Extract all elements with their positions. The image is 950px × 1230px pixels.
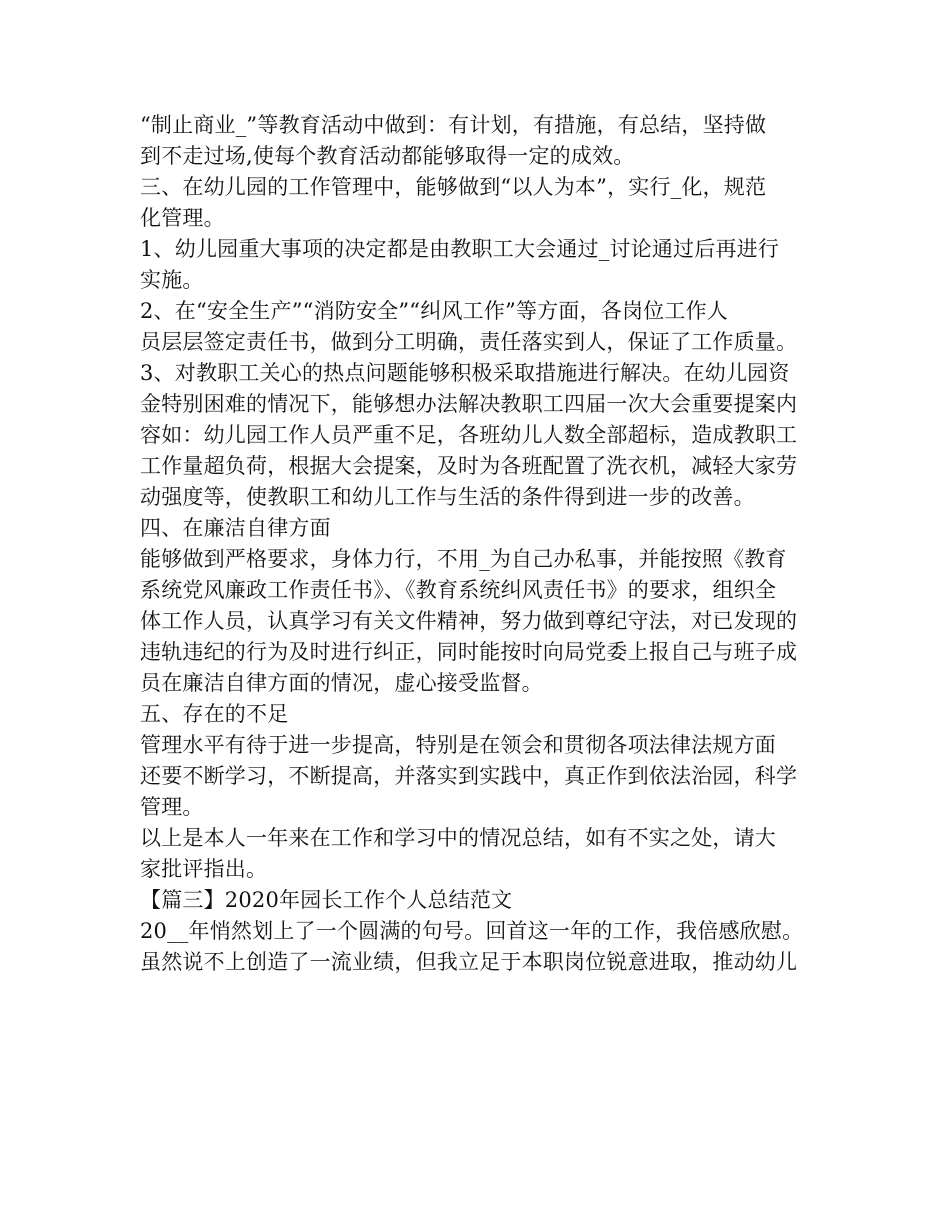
text-line: 还要不断学习，不断提高，并落实到实践中，真正作到依法治园，科学 [140,764,798,788]
text-line: 体工作人员，认真学习有关文件精神，努力做到尊纪守法，对已发现的 [140,609,798,633]
text-line: 家批评指出。 [140,857,268,881]
text-line: 到不走过场,使每个教育活动都能够取得一定的成效。 [140,144,635,168]
text-line: 管理。 [140,795,204,819]
text-line: 员在廉洁自律方面的情况，虚心接受监督。 [140,671,543,695]
text-line: “制止商业_”等教育活动中做到：有计划，有措施，有总结，坚持做 [140,113,767,137]
text-line: 20__年悄然划上了一个圆满的句号。回首这一年的工作，我倍感欣慰。 [140,919,804,943]
text-line: 工作量超负荷，根据大会提案，及时为各班配置了洗衣机，减轻大家劳 [140,454,798,478]
text-line: 实施。 [140,268,204,292]
text-line: 虽然说不上创造了一流业绩，但我立足于本职岗位锐意进取，推动幼儿 [140,950,798,974]
text-line: 2、在“安全生产”“消防安全”“纠风工作”等方面，各岗位工作人 [140,299,728,323]
text-line: 违轨违纪的行为及时进行纠正，同时能按时向局党委上报自己与班子成 [140,640,798,664]
text-line: 能够做到严格要求，身体力行，不用_为自己办私事，并能按照《教育 [140,547,787,571]
text-line: 化管理。 [140,206,225,230]
text-line: 系统党风廉政工作责任书》、《教育系统纠风责任书》的要求，组织全 [140,578,777,602]
text-line: 3、对教职工关心的热点问题能够积极采取措施进行解决。在幼儿园资 [140,361,790,385]
section-heading: 五、存在的不足 [140,702,289,726]
text-line: 三、在幼儿园的工作管理中，能够做到“以人为本”，实行_化，规范 [140,175,767,199]
document-page [140,110,820,978]
text-line: 容如：幼儿园工作人员严重不足，各班幼儿人数全部超标，造成教职工 [140,423,798,447]
text-line: 1、幼儿园重大事项的决定都是由教职工大会通过_讨论通过后再进行 [140,237,780,261]
section-heading: 四、在廉洁自律方面 [140,516,331,540]
text-line: 以上是本人一年来在工作和学习中的情况总结，如有不实之处，请大 [140,826,776,850]
text-line: 金特别困难的情况下，能够想办法解决教职工四届一次大会重要提案内 [140,392,798,416]
text-line: 管理水平有待于进一步提高，特别是在领会和贯彻各项法律法规方面 [140,733,776,757]
article-title: 【篇三】2020年园长工作个人总结范文 [140,888,513,912]
text-line: 动强度等，使教职工和幼儿工作与生活的条件得到进一步的改善。 [140,485,755,509]
text-line: 员层层签定责任书，做到分工明确，责任落实到人，保证了工作质量。 [140,330,798,354]
